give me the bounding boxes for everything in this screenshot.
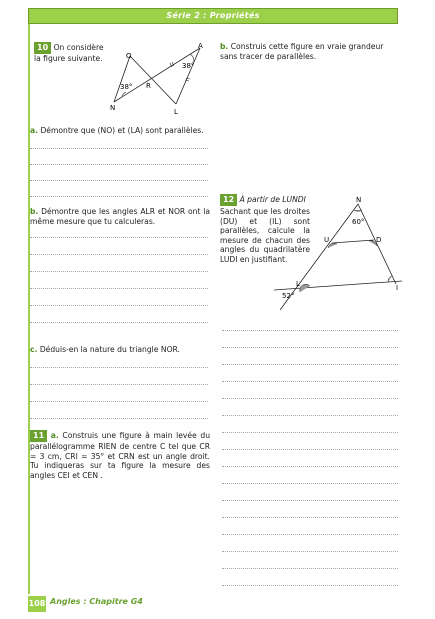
answer-line[interactable] [30,322,208,323]
ex10-a-text: Démontre que (NO) et (LA) sont parallèles. [40,126,204,135]
answer-line[interactable] [30,196,208,197]
answer-line[interactable] [30,164,208,165]
answer-line[interactable] [30,401,208,402]
answer-line[interactable] [222,568,398,569]
angle-label-bottom: 52° [282,292,295,300]
ex10-question-b [30,207,210,226]
answer-line[interactable] [30,180,208,181]
angle-label-left: 38° [120,83,133,91]
answer-line[interactable] [30,367,208,368]
answer-line[interactable] [222,330,398,331]
ex10-b2-text: Construis cette figure en vraie grandeur sans tracer de parallèles. [220,42,384,61]
answer-line[interactable] [222,483,398,484]
point-O: O [126,52,132,60]
ex10-number: 10 [34,42,51,54]
answer-line[interactable] [222,466,398,467]
ex12-number: 12 [220,194,237,206]
point-R: R [146,82,151,90]
answer-line[interactable] [222,381,398,382]
answer-line[interactable] [30,418,208,419]
answer-line[interactable] [222,585,398,586]
ex12-figure [270,192,404,310]
ex10-b-text: Démontre que les angles ALR et NOR ont la même mesure que tu calculeras. [30,207,210,226]
ex10-b-letter: b. [30,207,39,216]
answer-line[interactable] [30,288,208,289]
answer-line[interactable] [222,449,398,450]
point-N: N [356,196,362,204]
angle-label-top: 38° [182,62,195,70]
point-A: A [198,42,203,50]
answer-line[interactable] [30,237,208,238]
ex10-intro-block [34,42,106,64]
ex12-text: Sachant que les droites (DU) et (IL) sont parallèles, calcule la mesure de chacun des angles du quadrilatère LUDI en justifiant. [220,207,310,264]
ex10-b2-letter: b. [220,42,229,51]
point-D: D [376,236,382,244]
ex10-intro: On considère la figure suivante. [34,43,104,63]
point-L: L [296,280,300,288]
footer-chapter: Angles : Chapitre G4 [50,597,143,606]
ex10-question-c [30,345,210,355]
ex10-c-text: Déduis-en la nature du triangle NOR. [39,345,180,354]
ex10-a-letter: a. [30,126,39,135]
answer-line[interactable] [222,347,398,348]
answer-line[interactable] [30,148,208,149]
ex11-text: Construis une figure à main levée du parallélogramme RIEN de centre C tel que CR = 3 cm, CRI = 35° et CRN est un angle droit. Tu indiqueras sur ta figure la mesure des angles CEI et CEN . [30,431,211,480]
answer-line[interactable] [222,415,398,416]
ex10-figure [106,40,212,120]
page-number: 108 [28,596,46,612]
point-U: U [324,236,330,244]
ex10-c-letter: c. [30,345,38,354]
side-strip [28,24,30,594]
answer-line[interactable] [222,551,398,552]
point-L: L [174,108,178,116]
point-I: I [396,284,399,292]
angle-label-top: 60° [352,218,365,226]
answer-line[interactable] [222,432,398,433]
answer-line[interactable] [222,398,398,399]
answer-line[interactable] [222,534,398,535]
page-title: Série 2 : Propriétés [166,11,260,20]
answer-line[interactable] [30,254,208,255]
ex10-question-a [30,126,210,136]
ex11-number: 11 [30,430,47,442]
ex12-title: À partir de LUNDI [239,195,306,204]
answer-line[interactable] [222,500,398,501]
answer-line[interactable] [30,305,208,306]
ex11-a-letter: a. [50,431,59,440]
answer-line[interactable] [222,517,398,518]
answer-line[interactable] [222,364,398,365]
answer-line[interactable] [30,271,208,272]
point-N: N [110,104,116,112]
answer-line[interactable] [30,384,208,385]
ex10-question-b2 [220,42,400,61]
ex11-block [30,430,210,480]
